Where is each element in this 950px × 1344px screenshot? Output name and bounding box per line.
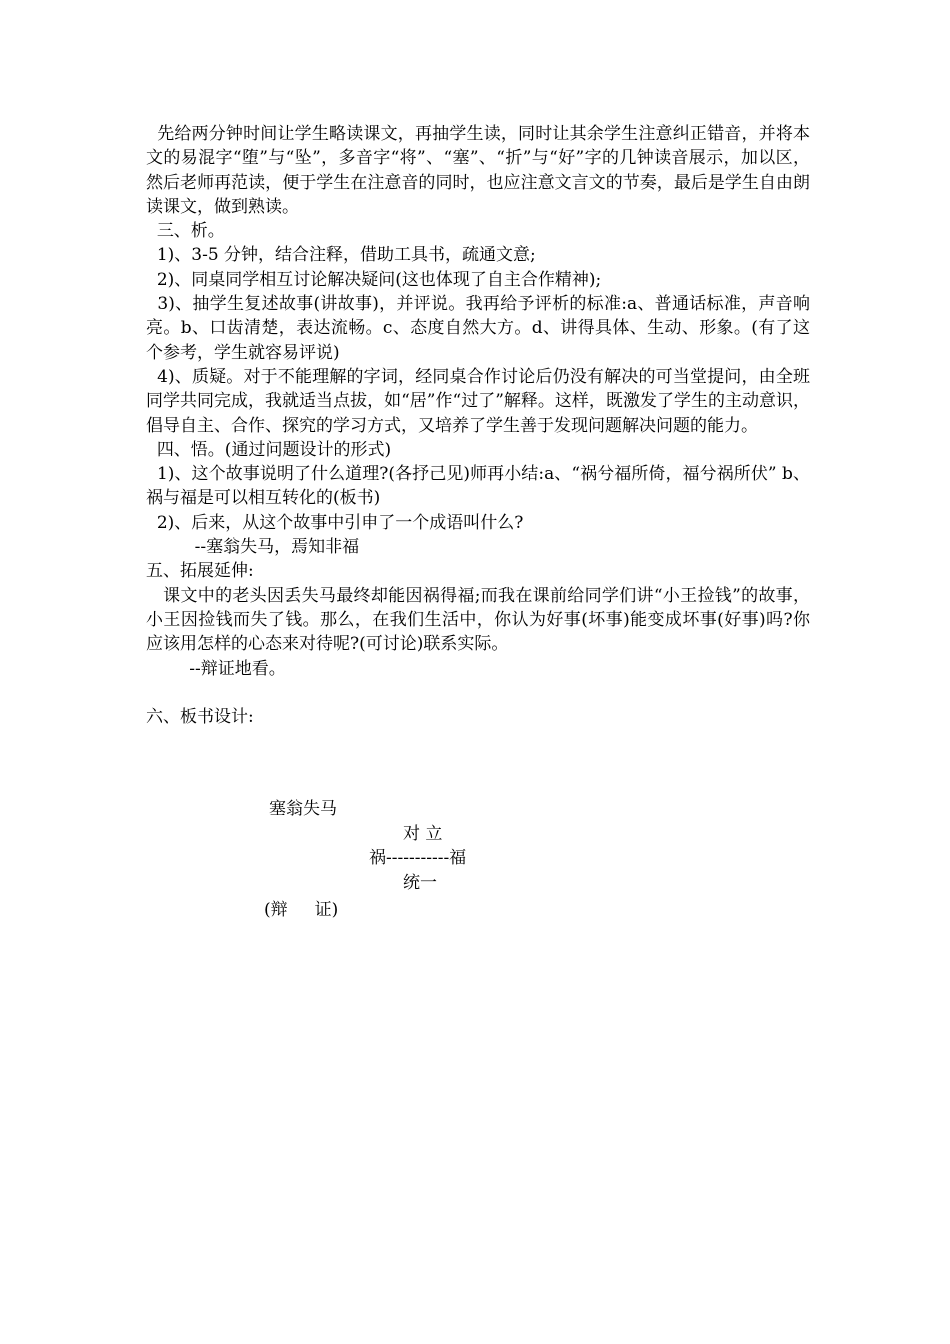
list-item-understanding-1: 1)、这个故事说明了什么道理?(各抒己见)师再小结:a、“祸兮福所倚，福兮祸所伏” b、祸与福是可以相互转化的(板书): [146, 464, 810, 509]
board-dialectic-label: (辩 证): [264, 900, 339, 920]
list-item-analysis-3: 3)、抽学生复述故事(讲故事)，并评说。我再给予评析的标准:a、普通话标准，声音响亮。b、口齿清楚，表达流畅。c、态度自然大方。d、讲得具体、生动、形象。(有了这个参考，学生就容易评说): [146, 294, 810, 363]
heading-understanding: 四、悟。(通过问题设计的形式): [146, 439, 392, 460]
board-unity-label: 统一: [403, 873, 437, 893]
heading-board-design: 六、板书设计:: [146, 707, 254, 728]
heading-analysis: 三、析。: [146, 221, 225, 242]
board-relation-line: 祸-----------福: [369, 848, 467, 868]
extension-conclusion: --辩证地看。: [146, 658, 286, 679]
board-title: 塞翁失马: [269, 799, 337, 819]
heading-extension: 五、拓展延伸:: [146, 561, 254, 582]
board-opposite-label: 对 立: [403, 824, 443, 844]
paragraph-reading-practice: 先给两分钟时间让学生略读课文，再抽学生读，同时让其余学生注意纠正错音，并将本文的易混字“堕”与“坠”，多音字“将”、“塞”、“折”与“好”字的几钟读音展示，加以区，然后老师再范读，便于学生在注意音的同时，也应注意文言文的节奏，最后是学生自由朗读课文，做到熟读。: [146, 124, 811, 217]
idiom-answer: --塞翁失马，焉知非福: [146, 537, 360, 558]
list-item-analysis-4: 4)、质疑。对于不能理解的字词，经同桌合作讨论后仍没有解决的可当堂提问，由全班同学共同完成，我就适当点拔，如“居”作“过了”解释。这样，既激发了学生的主动意识，倡导自主、合作、探究的学习方式，又培养了学生善于发现问题解决问题的能力。: [146, 366, 810, 436]
paragraph-extension: 课文中的老头因丢失马最终却能因祸得福;而我在课前给同学们讲“小王捡钱”的故事，小王因捡钱而失了钱。那么，在我们生活中，你认为好事(坏事)能变成坏事(好事)吗?你应该用怎样的心态来对待呢?(可讨论)联系实际。: [146, 585, 810, 655]
list-item-analysis-1: 1)、3-5 分钟，结合注释，借助工具书，疏通文意;: [146, 245, 536, 266]
list-item-analysis-2: 2)、同桌同学相互讨论解决疑问(这也体现了自主合作精神);: [146, 269, 602, 290]
list-item-understanding-2: 2)、后来，从这个故事中引申了一个成语叫什么?: [146, 512, 524, 533]
